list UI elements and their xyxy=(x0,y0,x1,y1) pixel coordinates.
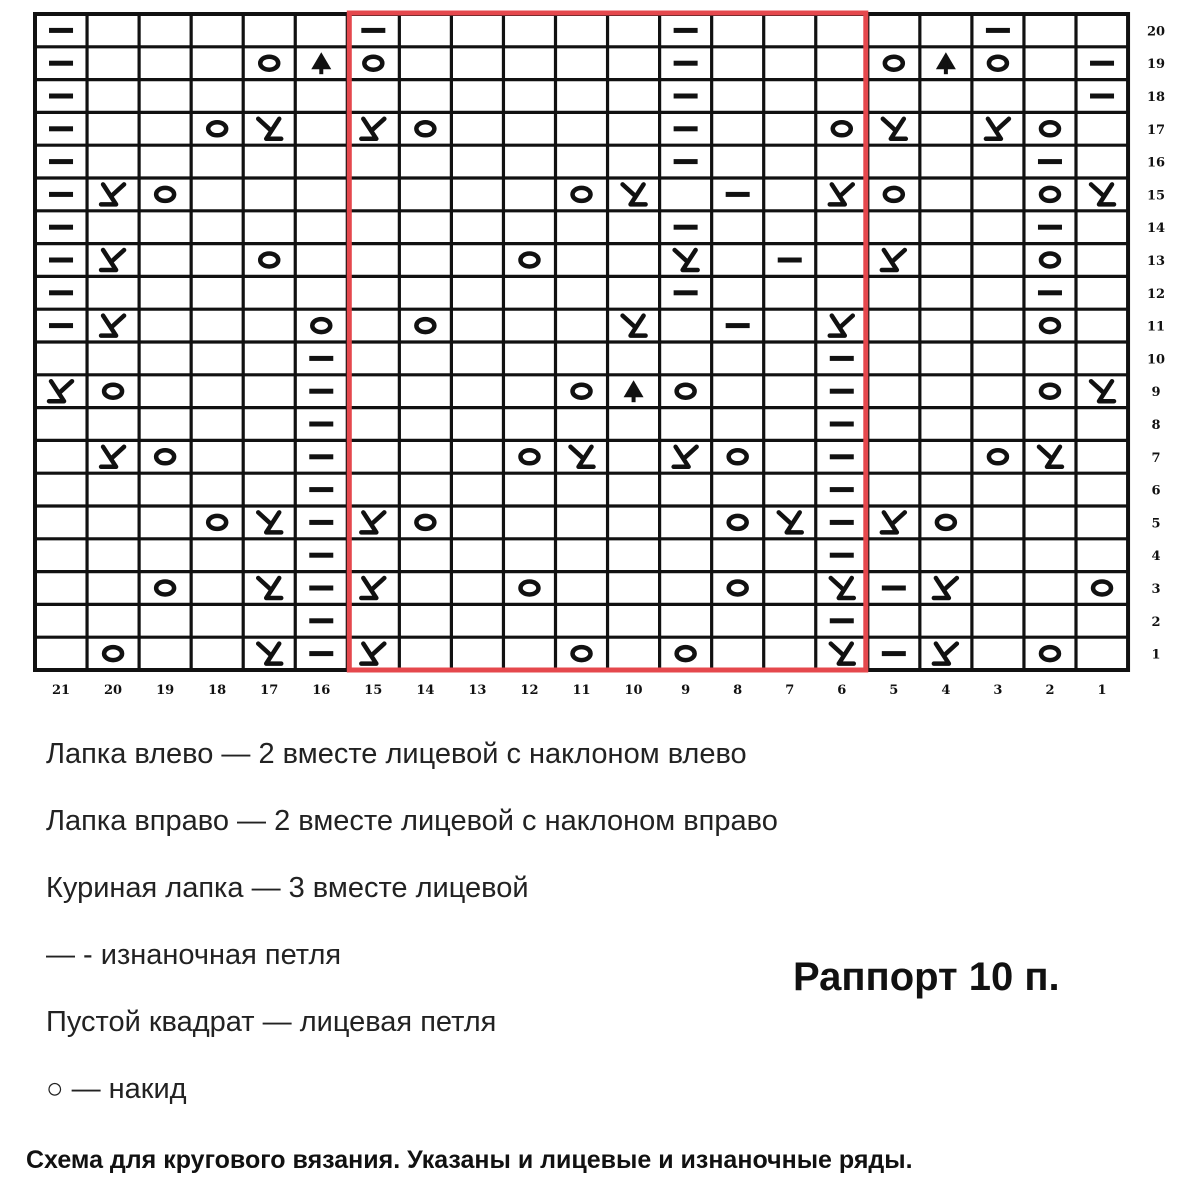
row-label: 12 xyxy=(1147,286,1166,302)
purl-symbol xyxy=(1090,61,1114,66)
row-label: 10 xyxy=(1147,352,1166,368)
column-label: 2 xyxy=(1045,683,1055,698)
purl-symbol xyxy=(49,159,73,164)
column-label: 18 xyxy=(208,683,227,698)
legend-knit: Пустой квадрат — лицевая петля xyxy=(46,1006,497,1038)
purl-symbol xyxy=(49,290,73,295)
purl-symbol xyxy=(830,520,854,525)
purl-symbol xyxy=(309,422,333,427)
legend-left-decrease: Лапка влево — 2 вместе лицевой с наклоном влево xyxy=(46,738,747,770)
column-label: 5 xyxy=(889,683,899,698)
legend-right-decrease: Лапка вправо — 2 вместе лицевой с наклоном вправо xyxy=(46,805,778,837)
purl-symbol xyxy=(309,651,333,656)
row-label: 13 xyxy=(1147,254,1166,269)
purl-symbol xyxy=(830,454,854,459)
purl-symbol xyxy=(309,356,333,361)
purl-symbol xyxy=(882,651,906,656)
column-label: 1 xyxy=(1097,683,1107,698)
purl-symbol xyxy=(830,389,854,394)
row-label: 19 xyxy=(1147,57,1166,73)
purl-symbol xyxy=(309,553,333,558)
purl-symbol xyxy=(674,61,698,66)
row-label: 6 xyxy=(1151,483,1161,499)
row-label: 8 xyxy=(1151,418,1161,433)
purl-symbol xyxy=(674,290,698,295)
column-label: 8 xyxy=(733,683,743,698)
row-label: 14 xyxy=(1147,221,1166,237)
purl-symbol xyxy=(49,225,73,230)
column-label: 19 xyxy=(156,683,175,698)
purl-symbol xyxy=(49,192,73,197)
column-label: 7 xyxy=(785,683,795,698)
column-label: 11 xyxy=(572,683,591,698)
purl-symbol xyxy=(361,28,385,33)
purl-symbol xyxy=(674,94,698,99)
purl-symbol xyxy=(49,323,73,328)
purl-symbol xyxy=(726,323,750,328)
row-label: 2 xyxy=(1151,614,1161,630)
row-label: 3 xyxy=(1151,582,1161,597)
row-label: 4 xyxy=(1151,549,1161,565)
column-label: 4 xyxy=(941,683,951,698)
column-label: 17 xyxy=(260,683,279,698)
legend-triple-decrease: Куриная лапка — 3 вместе лицевой xyxy=(46,872,529,904)
purl-symbol xyxy=(309,389,333,394)
row-label: 7 xyxy=(1151,450,1161,466)
row-label: 16 xyxy=(1147,155,1166,171)
column-label: 10 xyxy=(624,683,643,698)
purl-symbol xyxy=(830,618,854,623)
column-label: 20 xyxy=(104,683,123,698)
purl-symbol xyxy=(674,159,698,164)
purl-symbol xyxy=(674,225,698,230)
row-label: 20 xyxy=(1147,24,1166,40)
column-label: 6 xyxy=(837,683,847,698)
row-label: 18 xyxy=(1147,90,1166,105)
purl-symbol xyxy=(49,28,73,33)
chart-note: Схема для кругового вязания. Указаны и лицевые и изнаночные ряды. xyxy=(26,1146,913,1174)
column-label: 12 xyxy=(520,683,539,698)
purl-symbol xyxy=(49,61,73,66)
purl-symbol xyxy=(49,258,73,263)
row-label: 17 xyxy=(1147,122,1166,138)
column-label: 9 xyxy=(681,683,691,698)
legend-purl: — - изнаночная петля xyxy=(46,939,342,971)
column-label: 15 xyxy=(364,683,383,698)
row-label: 5 xyxy=(1151,516,1161,532)
row-label: 15 xyxy=(1147,188,1166,204)
purl-symbol xyxy=(49,126,73,131)
purl-symbol xyxy=(309,520,333,525)
row-label: 11 xyxy=(1147,319,1166,335)
purl-symbol xyxy=(830,487,854,492)
column-label: 3 xyxy=(993,683,1003,698)
purl-symbol xyxy=(986,28,1010,33)
purl-symbol xyxy=(1090,94,1114,99)
purl-symbol xyxy=(1038,225,1062,230)
purl-symbol xyxy=(309,586,333,591)
purl-symbol xyxy=(309,618,333,623)
legend-yarn-over: ○ — накид xyxy=(46,1073,187,1105)
purl-symbol xyxy=(1038,290,1062,295)
column-label: 16 xyxy=(312,683,331,698)
row-label: 9 xyxy=(1151,385,1161,401)
purl-symbol xyxy=(309,454,333,459)
purl-symbol xyxy=(674,28,698,33)
purl-symbol xyxy=(49,94,73,99)
column-label: 13 xyxy=(468,683,487,698)
purl-symbol xyxy=(726,192,750,197)
purl-symbol xyxy=(778,258,802,263)
purl-symbol xyxy=(830,553,854,558)
rapport-label: Раппорт 10 п. xyxy=(793,955,1060,999)
column-label: 14 xyxy=(416,683,435,698)
row-label: 1 xyxy=(1151,647,1161,663)
purl-symbol xyxy=(882,586,906,591)
purl-symbol xyxy=(309,487,333,492)
purl-symbol xyxy=(830,356,854,361)
purl-symbol xyxy=(674,126,698,131)
column-label: 21 xyxy=(51,683,71,698)
purl-symbol xyxy=(1038,159,1062,164)
purl-symbol xyxy=(830,422,854,427)
